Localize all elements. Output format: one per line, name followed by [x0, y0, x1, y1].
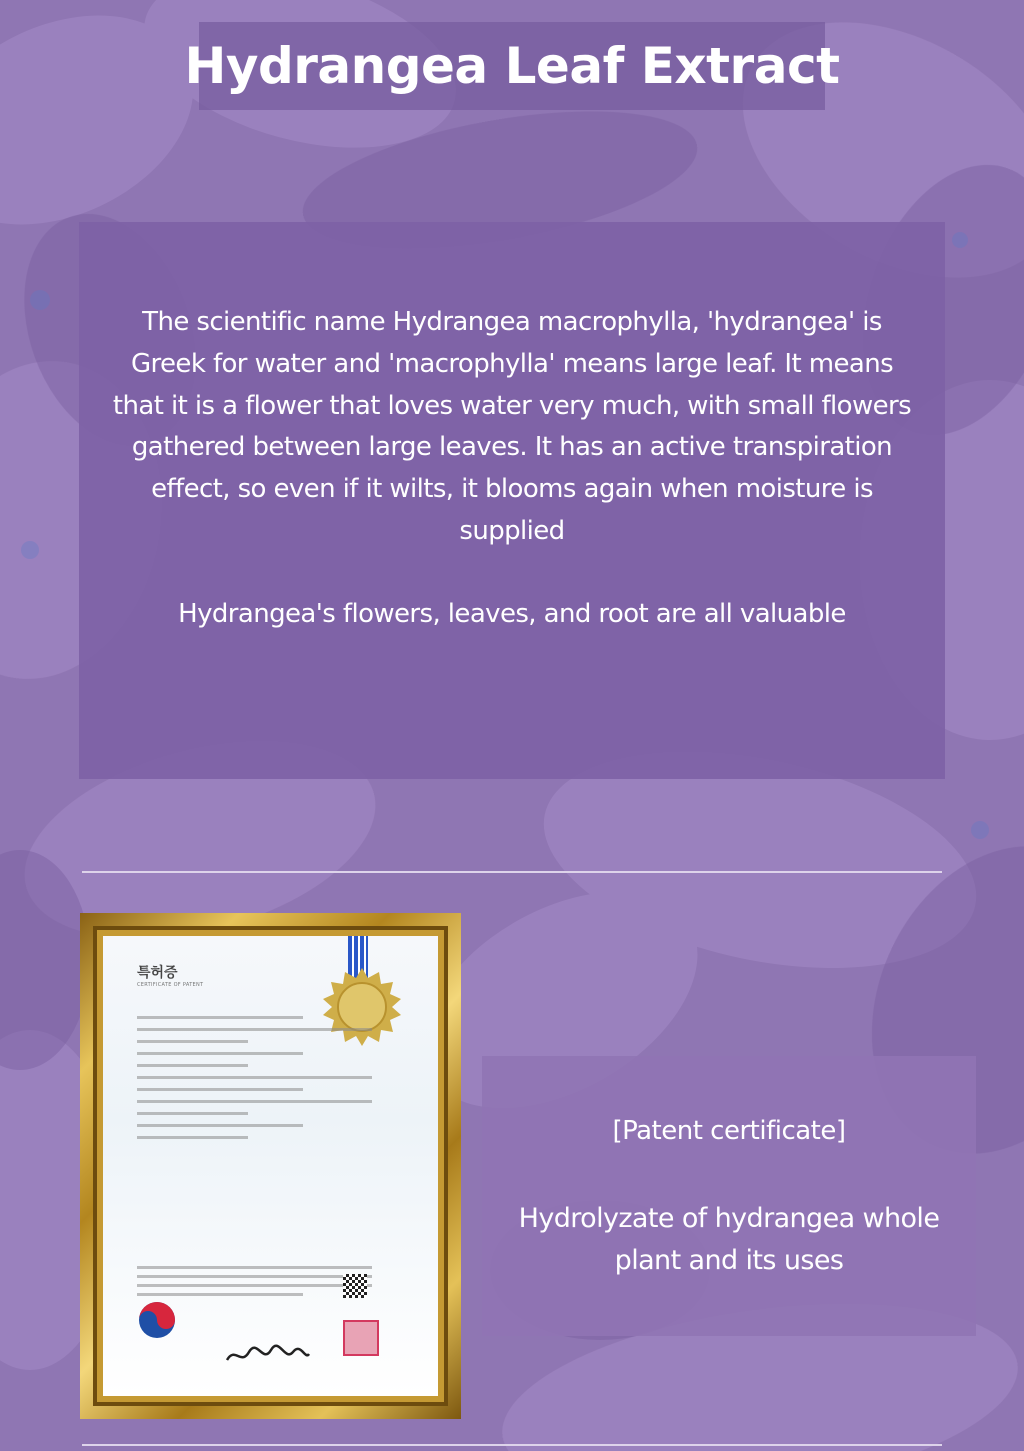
certificate-text-line: [137, 1040, 248, 1043]
certificate-text-line: [137, 1275, 372, 1278]
certificate-text-line: [137, 1100, 372, 1103]
certificate-text-line: [137, 1076, 372, 1079]
certificate-text-line: [137, 1052, 303, 1055]
title-banner: [184, 22, 840, 110]
patent-label: [Patent certificate]: [612, 1116, 846, 1146]
certificate-heading: 특허증: [137, 965, 178, 981]
description-paragraph-1: The scientific name Hydrangea macrophylla, 'hydrangea' is Greek for water and 'macrophylla' means large leaf. It means that it is a flower that loves water very much, with small flowers gathered between large leaves. It has an active transpiration effect, so even if it wilts, it blooms again when moisture is supplied: [112, 307, 912, 546]
section-divider-bottom: [82, 1444, 942, 1446]
description-panel: [79, 222, 945, 779]
certificate-details: [137, 1016, 414, 1148]
certificate-subheading: CERTIFICATE OF PATENT: [137, 982, 204, 988]
certificate-text-line: [137, 1293, 303, 1296]
signature-icon: [223, 1342, 313, 1368]
description-paragraph-2: Hydrangea's flowers, leaves, and root are all valuable: [178, 598, 846, 629]
section-divider-top: [82, 871, 942, 873]
kipo-emblem-icon: [137, 1300, 177, 1340]
certificate-text-line: [137, 1028, 372, 1031]
certificate-text-line: [137, 1088, 303, 1091]
official-stamp-icon: [343, 1320, 379, 1356]
certificate-text-line: [137, 1016, 303, 1019]
patent-info-panel: [482, 1056, 976, 1336]
certificate-text-line: [137, 1064, 248, 1067]
certificate-body-text: [137, 1266, 414, 1302]
page-title: Hydrangea Leaf Extract: [184, 37, 840, 95]
certificate-text-line: [137, 1112, 248, 1115]
qr-code-icon: [343, 1274, 367, 1298]
certificate-text-line: [137, 1136, 248, 1139]
patent-certificate-image: [80, 913, 461, 1419]
certificate-text-line: [137, 1266, 372, 1269]
certificate-paper: [103, 936, 438, 1396]
patent-title: Hydrolyzate of hydrangea whole plant and its uses: [518, 1203, 940, 1276]
description-text: [109, 302, 915, 636]
certificate-frame-trim: [93, 926, 448, 1406]
certificate-text-line: [137, 1284, 372, 1287]
certificate-text-line: [137, 1124, 303, 1127]
